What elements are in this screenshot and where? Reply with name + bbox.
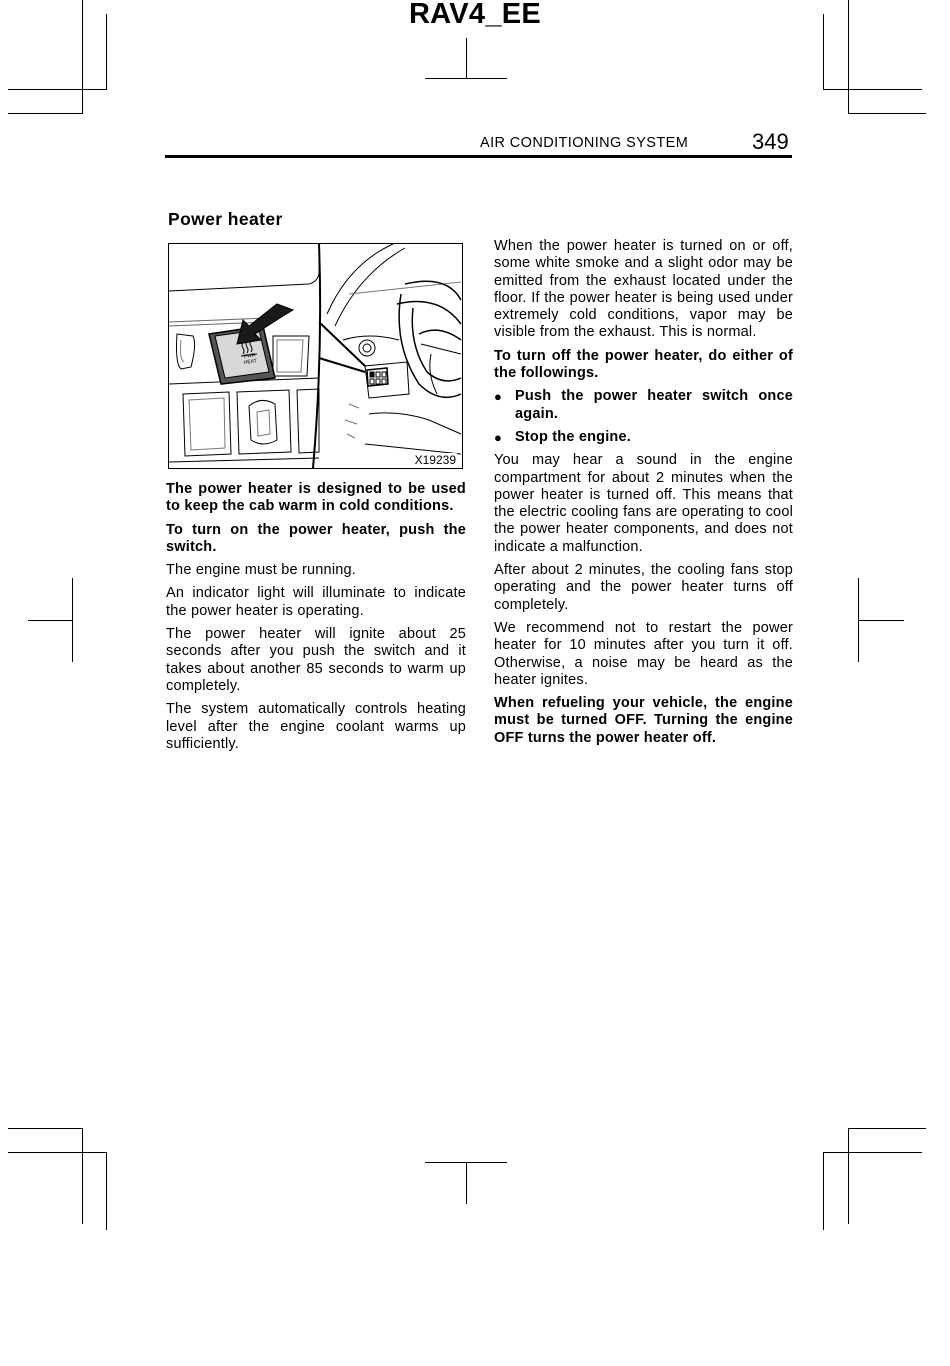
bullet-item <box>494 388 793 423</box>
turn-off-instruction: To turn off the power heater, do either of the followings. <box>494 347 793 382</box>
section-title: Power heater <box>168 209 283 229</box>
ignition-timing-note: The power heater will ignite about 25 seconds after you push the switch and it takes about another 85 seconds to warm up completely. <box>166 626 466 694</box>
power-heater-figure <box>168 243 463 469</box>
left-column <box>166 481 466 759</box>
engine-running-note: The engine must be running. <box>166 562 356 579</box>
smoke-odor-note: When the power heater is turned on or off, some white smoke and a slight odor may be emitted from the exhaust located under the floor. If the power heater is being used under extremely cold conditions, vapor may be visible from the exhaust. This is normal. <box>494 238 793 341</box>
header-rule <box>165 155 792 158</box>
bullet-icon: ● <box>494 389 503 405</box>
auto-control-note: The system automatically controls heating level after the engine coolant warms up sufficiently. <box>166 701 466 752</box>
header-section-title: AIR CONDITIONING SYSTEM <box>480 135 689 151</box>
right-column <box>494 238 793 753</box>
indicator-light-note: An indicator light will illuminate to indicate the power heater is operating. <box>166 585 466 619</box>
fans-stop-note: After about 2 minutes, the cooling fans stop operating and the power heater turns off completely. <box>494 562 793 613</box>
turn-on-instruction: To turn on the power heater, push the switch. <box>166 521 466 555</box>
bullet-text-stop-engine: Stop the engine. <box>515 428 631 445</box>
bullet-icon: ● <box>494 429 503 445</box>
refueling-warning: When refueling your vehicle, the engine must be turned OFF. Turning the engine OFF turns the power heater off. <box>494 695 793 746</box>
page-number: 349 <box>752 129 789 154</box>
bullet-item <box>494 429 793 446</box>
restart-recommendation: We recommend not to restart the power heater for 10 minutes after you turn it off. Otherwise, a noise may be heard as the heater ignites. <box>494 619 793 688</box>
intro-paragraph: The power heater is designed to be used to keep the cab warm in cold conditions. <box>166 481 466 515</box>
figure-code: X19239 <box>414 453 456 467</box>
bullet-text-push-switch: Push the power heater switch once again. <box>515 388 793 422</box>
cooling-fan-sound-note: You may hear a sound in the engine compartment for about 2 minutes when the power heater is turned off. This means that the electric cooling fans are operating to cool the power heater components, and does not indicate a malfunction. <box>494 452 793 555</box>
switch-label-heat: HEAT <box>243 358 258 366</box>
switch-label-pwr: PWR <box>243 352 256 360</box>
document-title: RAV4_EE <box>408 0 542 30</box>
dashboard-illustration <box>169 244 462 468</box>
